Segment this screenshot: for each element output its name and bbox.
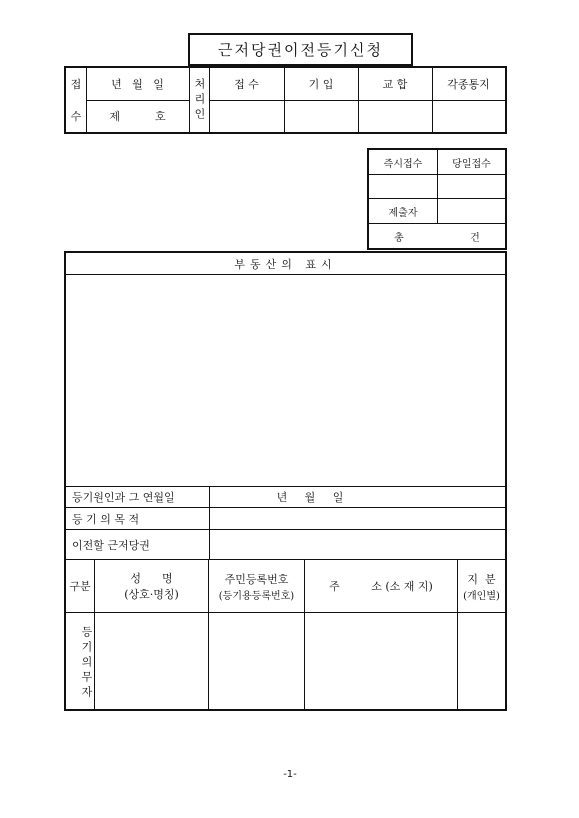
party-col-name-main: 성 명: [130, 572, 173, 585]
party-col-share: [458, 560, 505, 612]
submitter-cell[interactable]: [438, 199, 505, 223]
receipt-table: [64, 66, 507, 134]
check-cell-blank[interactable]: [358, 101, 432, 132]
property-description-area[interactable]: [66, 275, 505, 486]
immediate-receipt-cell[interactable]: [369, 175, 437, 198]
party-col-name: [95, 560, 208, 612]
total-label: 총: [394, 232, 404, 244]
submitter-label: 제출자: [388, 207, 418, 219]
col-notice: 각종통지: [447, 78, 490, 91]
count-unit-label: 건: [470, 232, 480, 244]
col-check: 교 합: [382, 78, 408, 91]
obligor-address-field[interactable]: [305, 613, 457, 709]
form-title: 근저당권이전등기신청: [188, 33, 413, 66]
party-col-id: [209, 560, 304, 612]
transfer-mortgage-label: 이전할 근저당권: [72, 538, 150, 552]
sameday-receipt-cell[interactable]: [438, 175, 505, 198]
handler-label: 처리인: [193, 77, 206, 123]
receipt-label-2: 수: [70, 110, 82, 123]
sameday-receipt-label: 당일접수: [452, 158, 491, 170]
party-col-share-sub: (개인별): [463, 590, 500, 602]
purpose-field[interactable]: [210, 508, 505, 529]
party-col-id-main: 주민등록번호: [224, 572, 289, 586]
party-col-kind: 구분: [69, 580, 91, 593]
obligor-name-field[interactable]: [95, 613, 208, 709]
receipt-label: 접: [70, 78, 82, 91]
party-col-share-main: 지 분: [467, 572, 496, 586]
transfer-mortgage-field[interactable]: [210, 530, 505, 559]
receipt-cell-blank[interactable]: [209, 101, 284, 132]
property-heading: 부동산의 표시: [234, 257, 337, 271]
col-entry: 기 입: [308, 78, 334, 91]
obligor-id-field[interactable]: [209, 613, 304, 709]
immediate-receipt-label: 즉시접수: [383, 158, 423, 170]
party-col-address: 주 소 (소 재 지): [329, 580, 433, 593]
page-number: -1-: [283, 768, 297, 780]
cause-date-field[interactable]: 년 월 일: [276, 491, 344, 504]
obligor-label: 등기의무자: [80, 625, 93, 701]
obligor-share-field[interactable]: [458, 613, 505, 709]
col-receipt: 접 수: [234, 78, 259, 91]
party-col-id-sub: (등기용등록번호): [218, 590, 295, 602]
receipt-date: 년 월 일: [111, 78, 164, 91]
party-col-name-sub: (상호·명칭): [124, 588, 179, 601]
entry-cell-blank[interactable]: [284, 101, 358, 132]
main-form: [64, 251, 507, 711]
receipt-number: 제 호: [109, 110, 166, 123]
notice-cell-blank[interactable]: [432, 101, 505, 132]
side-receipt-box: [367, 148, 507, 250]
purpose-label: 등 기 의 목 적: [72, 512, 140, 526]
cause-label: 등기원인과 그 연월일: [72, 491, 175, 504]
